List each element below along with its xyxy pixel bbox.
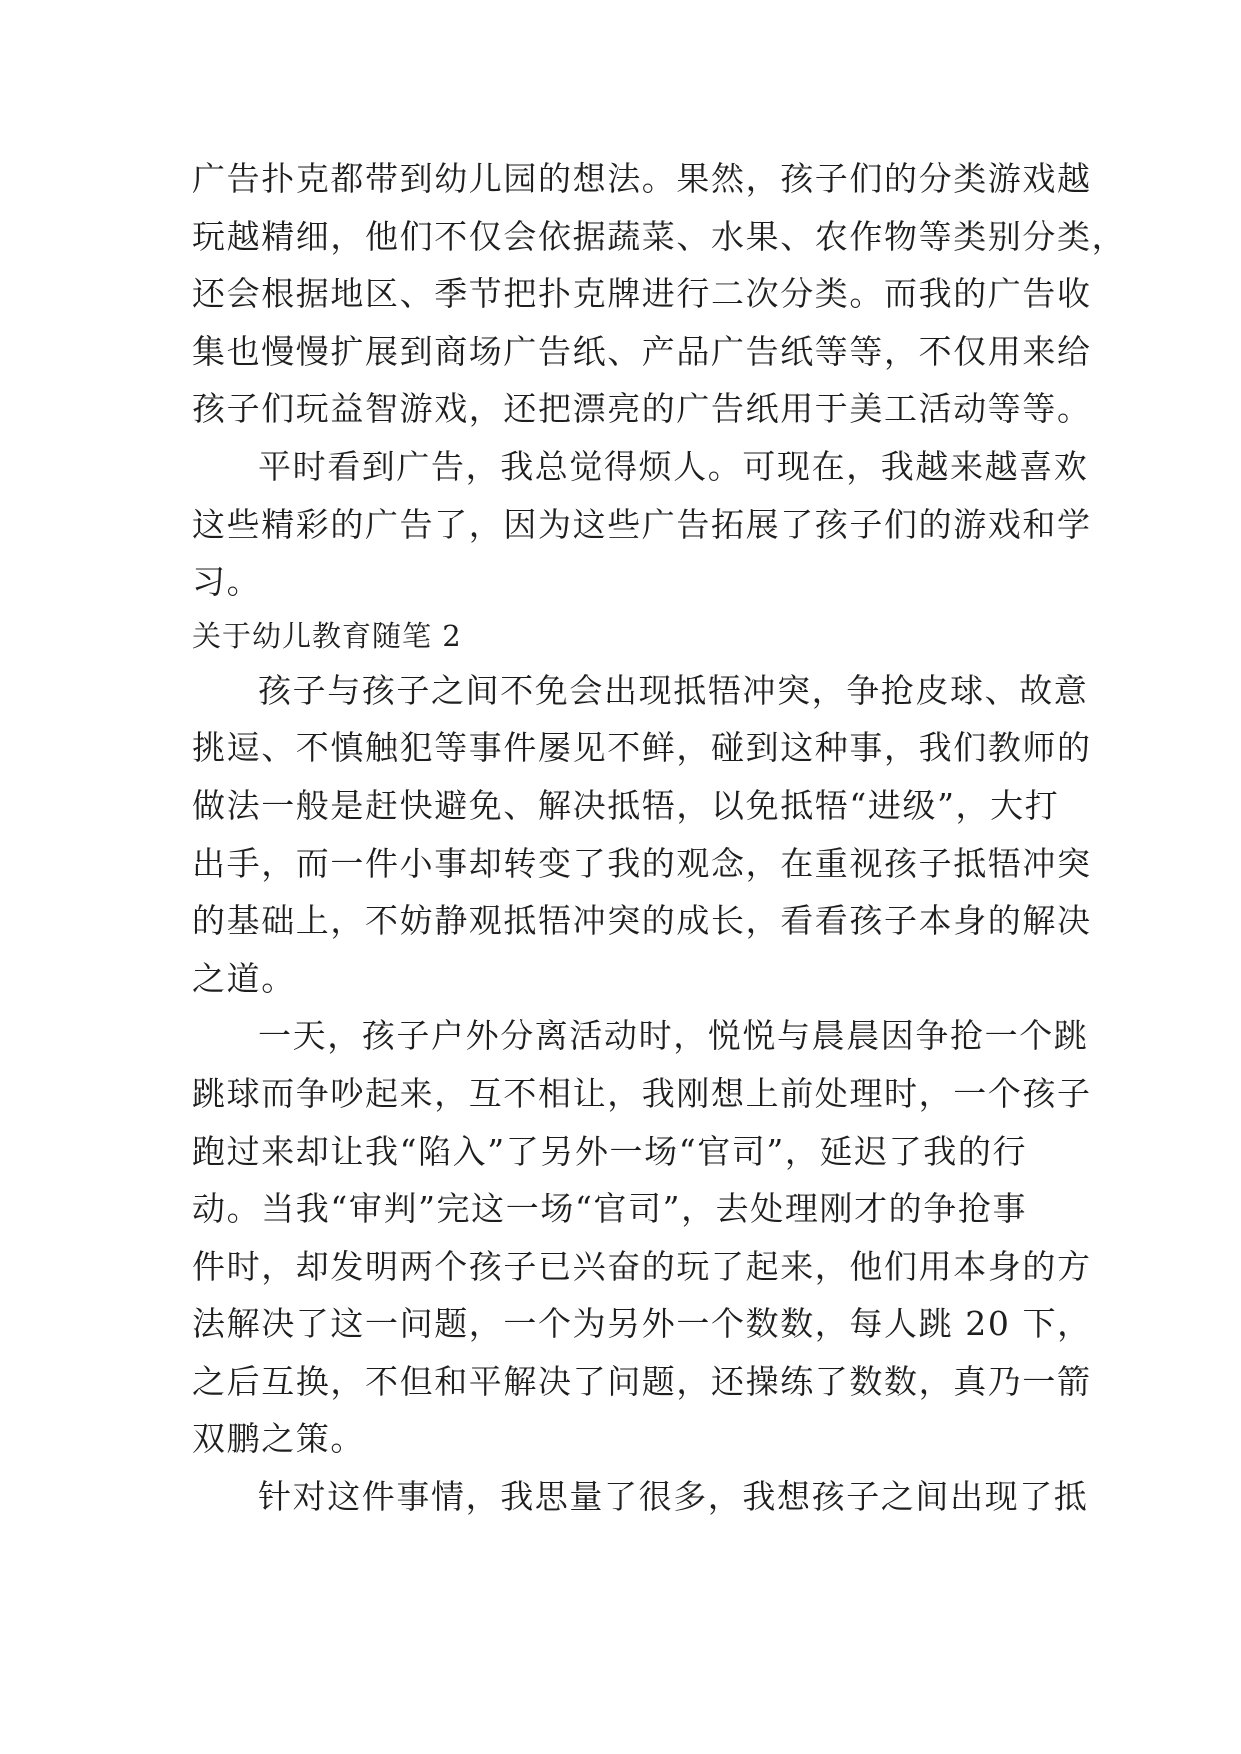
text-line: 的基础上，不妨静观抵牾冲突的成长，看看孩子本身的解决: [192, 901, 1092, 941]
text-line: 双鹏之策。: [192, 1419, 365, 1459]
text-line: 针对这件事情，我思量了很多，我想孩子之间出现了抵: [258, 1477, 1089, 1517]
text-line: 之道。: [192, 958, 296, 998]
text-line: 广告扑克都带到幼儿园的想法。果然，孩子们的分类游戏越: [192, 159, 1092, 198]
text-line: 孩子与孩子之间不免会出现抵牾冲突，争抢皮球、故意: [258, 670, 1089, 710]
text-line: 动。当我“审判”完这一场“官司”，去处理刚才的争抢事: [192, 1189, 1028, 1229]
text-line: 出手，而一件小事却转变了我的观念，在重视孩子抵牾冲突: [192, 843, 1092, 883]
text-line: 还会根据地区、季节把扑克牌进行二次分类。而我的广告收: [192, 274, 1092, 314]
section-heading: 关于幼儿教育随笔 2: [192, 618, 462, 653]
text-line: 法解决了这一问题，一个为另外一个数数，每人跳 20 下，: [192, 1304, 1092, 1344]
text-line: 集也慢慢扩展到商场广告纸、产品广告纸等等，不仅用来给: [192, 331, 1092, 371]
paragraph-liking-ads: [192, 438, 1092, 611]
text-line: 孩子们玩益智游戏，还把漂亮的广告纸用于美工活动等等。: [192, 389, 1092, 429]
text-line: 这些精彩的广告了，因为这些广告拓展了孩子们的游戏和学: [192, 504, 1092, 544]
text-line: 挑逗、不慎触犯等事件屡见不鲜，碰到这种事，我们教师的: [192, 728, 1092, 768]
text-line: 之后互换，不但和平解决了问题，还操练了数数，真乃一箭: [192, 1361, 1092, 1401]
text-line: 一天，孩子户外分离活动时，悦悦与晨晨因争抢一个跳: [258, 1016, 1089, 1056]
paragraph-reflection: [192, 1468, 1089, 1526]
text-line: 习。: [192, 562, 262, 602]
text-line: 跳球而争吵起来，互不相让，我刚想上前处理时，一个孩子: [192, 1073, 1092, 1113]
paragraph-child-conflicts: [192, 662, 1092, 1008]
paragraph-jumping-ball-story: [192, 1007, 1092, 1468]
paragraph-advertising-classification: [192, 150, 1127, 438]
text-line: 跑过来却让我“陷入”了另外一场“官司”，延迟了我的行: [192, 1131, 1028, 1171]
text-line: 做法一般是赶快避免、解决抵牾，以免抵牾“进级”，大打: [192, 785, 1060, 825]
text-line: 平时看到广告，我总觉得烦人。可现在，我越来越喜欢: [258, 446, 1089, 486]
text-line: 玩越精细，他们不仅会依据蔬菜、水果、农作物等类别分类，: [192, 216, 1127, 256]
document-page: [192, 150, 1127, 1526]
text-line: 件时，却发明两个孩子已兴奋的玩了起来，他们用本身的方: [192, 1246, 1092, 1286]
